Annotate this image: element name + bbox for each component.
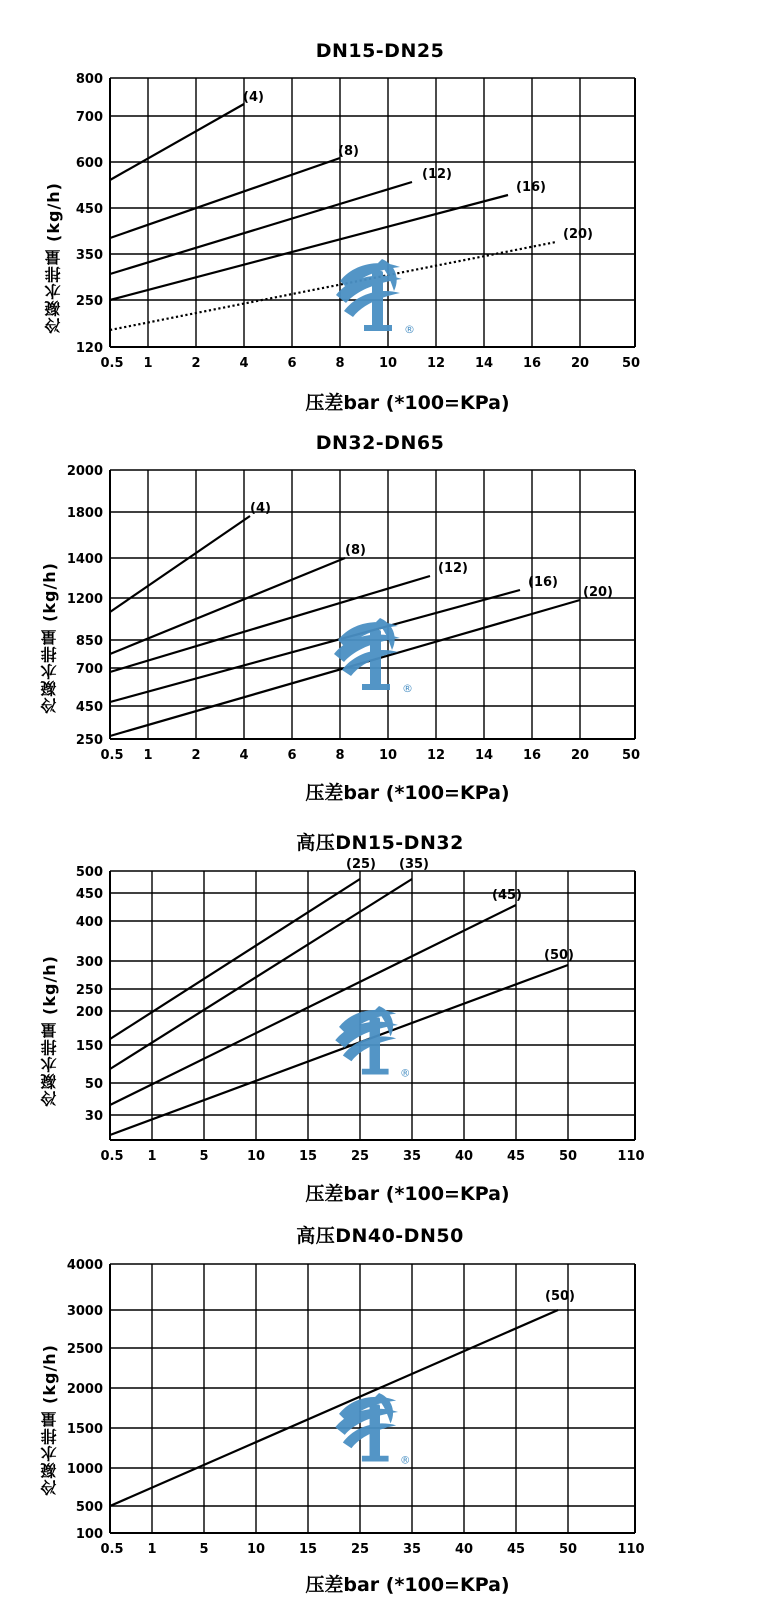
svg-text:2: 2 bbox=[191, 356, 201, 371]
svg-text:400: 400 bbox=[75, 915, 103, 930]
svg-text:20: 20 bbox=[570, 356, 590, 371]
svg-text:110: 110 bbox=[617, 1149, 645, 1164]
svg-text:1: 1 bbox=[147, 1542, 157, 1557]
svg-text:(16): (16) bbox=[528, 575, 558, 590]
svg-text:100: 100 bbox=[75, 1527, 103, 1542]
chart-title-3: 高压DN15-DN32 bbox=[296, 832, 464, 854]
chart-block-3 bbox=[0, 810, 760, 1205]
svg-text:700: 700 bbox=[75, 662, 103, 677]
y-axis-label-2: 冷凝水排量 (kg/h) bbox=[40, 562, 59, 714]
chart-title-1: DN15-DN25 bbox=[315, 40, 445, 62]
plot-svg-2 bbox=[0, 454, 760, 774]
chart-block-1 bbox=[0, 0, 760, 414]
svg-text:450: 450 bbox=[75, 202, 103, 217]
svg-text:50: 50 bbox=[558, 1149, 578, 1164]
svg-text:4: 4 bbox=[239, 748, 249, 763]
chart-title-2: DN32-DN65 bbox=[315, 432, 445, 454]
svg-text:1: 1 bbox=[147, 1149, 157, 1164]
svg-text:16: 16 bbox=[522, 356, 542, 371]
svg-text:40: 40 bbox=[454, 1542, 474, 1557]
svg-text:(50): (50) bbox=[545, 1289, 575, 1304]
svg-text:25: 25 bbox=[350, 1542, 370, 1557]
svg-text:0.5: 0.5 bbox=[100, 1542, 124, 1557]
svg-text:500: 500 bbox=[75, 1500, 103, 1515]
chart-title-4: 高压DN40-DN50 bbox=[296, 1225, 464, 1247]
svg-text:700: 700 bbox=[75, 110, 103, 125]
plot-svg-4 bbox=[0, 1248, 760, 1568]
svg-text:500: 500 bbox=[75, 865, 103, 880]
svg-text:6: 6 bbox=[287, 748, 297, 763]
series-line-8 bbox=[110, 158, 340, 238]
y-axis-label-3: 冷凝水排量 (kg/h) bbox=[40, 955, 59, 1107]
svg-text:14: 14 bbox=[474, 748, 494, 763]
svg-text:2000: 2000 bbox=[66, 464, 103, 479]
x-axis-label-2: 压差bar (*100=KPa) bbox=[305, 782, 510, 804]
svg-text:(45): (45) bbox=[492, 888, 522, 903]
svg-text:(4): (4) bbox=[250, 501, 271, 516]
svg-text:5: 5 bbox=[199, 1149, 209, 1164]
plot-area-4 bbox=[0, 1248, 760, 1568]
svg-text:1500: 1500 bbox=[66, 1422, 103, 1437]
svg-text:15: 15 bbox=[298, 1542, 318, 1557]
svg-text:1400: 1400 bbox=[66, 552, 103, 567]
series-line-16 bbox=[110, 590, 520, 702]
svg-text:250: 250 bbox=[75, 294, 103, 309]
svg-text:2: 2 bbox=[191, 748, 201, 763]
svg-text:12: 12 bbox=[426, 356, 446, 371]
svg-text:20: 20 bbox=[570, 748, 590, 763]
x-axis-label-1: 压差bar (*100=KPa) bbox=[305, 392, 510, 414]
svg-text:800: 800 bbox=[75, 72, 103, 87]
svg-text:(12): (12) bbox=[438, 561, 468, 576]
svg-text:2000: 2000 bbox=[66, 1382, 103, 1397]
svg-text:12: 12 bbox=[426, 748, 446, 763]
svg-text:45: 45 bbox=[506, 1542, 526, 1557]
svg-text:50: 50 bbox=[621, 748, 641, 763]
svg-text:150: 150 bbox=[75, 1039, 103, 1054]
svg-text:450: 450 bbox=[75, 700, 103, 715]
plot-svg-3 bbox=[0, 855, 760, 1175]
svg-text:3000: 3000 bbox=[66, 1304, 103, 1319]
svg-text:0.5: 0.5 bbox=[100, 748, 124, 763]
series-line-16 bbox=[110, 195, 508, 300]
y-axis-label-1: 冷凝水排量 (kg/h) bbox=[44, 182, 63, 334]
svg-text:110: 110 bbox=[617, 1542, 645, 1557]
series-line-50 bbox=[110, 965, 568, 1135]
svg-text:200: 200 bbox=[75, 1005, 103, 1020]
svg-text:250: 250 bbox=[75, 733, 103, 748]
svg-text:0.5: 0.5 bbox=[100, 356, 124, 371]
svg-text:10: 10 bbox=[378, 356, 398, 371]
plot-svg-1 bbox=[0, 62, 760, 382]
svg-text:8: 8 bbox=[335, 356, 345, 371]
plot-area-2 bbox=[0, 454, 760, 774]
chart-block-2 bbox=[0, 410, 760, 810]
series-line-25 bbox=[110, 879, 360, 1039]
svg-text:(20): (20) bbox=[583, 585, 613, 600]
registered-mark-1: ® bbox=[404, 323, 415, 336]
svg-text:50: 50 bbox=[84, 1077, 103, 1092]
svg-text:10: 10 bbox=[246, 1149, 266, 1164]
x-axis-label-3: 压差bar (*100=KPa) bbox=[305, 1183, 510, 1205]
svg-text:1: 1 bbox=[143, 356, 153, 371]
svg-text:1: 1 bbox=[143, 748, 153, 763]
svg-text:40: 40 bbox=[454, 1149, 474, 1164]
svg-text:(4): (4) bbox=[243, 90, 264, 105]
svg-text:50: 50 bbox=[558, 1542, 578, 1557]
x-axis-label-4: 压差bar (*100=KPa) bbox=[305, 1574, 510, 1596]
series-line-20 bbox=[110, 242, 556, 330]
svg-text:6: 6 bbox=[287, 356, 297, 371]
svg-text:850: 850 bbox=[75, 634, 103, 649]
svg-text:10: 10 bbox=[246, 1542, 266, 1557]
svg-text:350: 350 bbox=[75, 248, 103, 263]
svg-text:45: 45 bbox=[506, 1149, 526, 1164]
svg-text:2500: 2500 bbox=[66, 1342, 103, 1357]
chart-block-4 bbox=[0, 1205, 760, 1595]
svg-text:(8): (8) bbox=[338, 144, 359, 159]
svg-text:(8): (8) bbox=[345, 543, 366, 558]
svg-text:(50): (50) bbox=[544, 948, 574, 963]
registered-mark-4: ® bbox=[400, 1454, 411, 1467]
svg-text:(16): (16) bbox=[516, 180, 546, 195]
svg-text:4000: 4000 bbox=[66, 1258, 103, 1273]
svg-text:0.5: 0.5 bbox=[100, 1149, 124, 1164]
svg-text:120: 120 bbox=[75, 341, 103, 356]
svg-text:35: 35 bbox=[402, 1542, 422, 1557]
svg-text:250: 250 bbox=[75, 983, 103, 998]
svg-text:(20): (20) bbox=[563, 227, 593, 242]
svg-text:(12): (12) bbox=[422, 167, 452, 182]
svg-text:600: 600 bbox=[75, 156, 103, 171]
svg-text:35: 35 bbox=[402, 1149, 422, 1164]
series-line-50 bbox=[110, 1310, 558, 1506]
y-axis-label-4: 冷凝水排量 (kg/h) bbox=[40, 1344, 59, 1496]
svg-text:1200: 1200 bbox=[66, 592, 103, 607]
series-line-45 bbox=[110, 905, 516, 1105]
svg-text:(25): (25) bbox=[346, 857, 376, 872]
plot-area-3 bbox=[0, 855, 760, 1175]
plot-area-1 bbox=[0, 62, 760, 382]
svg-text:30: 30 bbox=[84, 1109, 103, 1124]
svg-text:4: 4 bbox=[239, 356, 249, 371]
registered-mark-3: ® bbox=[400, 1067, 411, 1080]
svg-text:8: 8 bbox=[335, 748, 345, 763]
svg-text:15: 15 bbox=[298, 1149, 318, 1164]
svg-text:1800: 1800 bbox=[66, 506, 103, 521]
svg-text:(35): (35) bbox=[399, 857, 429, 872]
svg-text:50: 50 bbox=[621, 356, 641, 371]
svg-text:5: 5 bbox=[199, 1542, 209, 1557]
svg-text:300: 300 bbox=[75, 955, 103, 970]
registered-mark-2: ® bbox=[402, 682, 413, 695]
svg-text:14: 14 bbox=[474, 356, 494, 371]
svg-text:25: 25 bbox=[350, 1149, 370, 1164]
svg-text:16: 16 bbox=[522, 748, 542, 763]
svg-text:450: 450 bbox=[75, 887, 103, 902]
svg-text:1000: 1000 bbox=[66, 1462, 103, 1477]
svg-text:10: 10 bbox=[378, 748, 398, 763]
